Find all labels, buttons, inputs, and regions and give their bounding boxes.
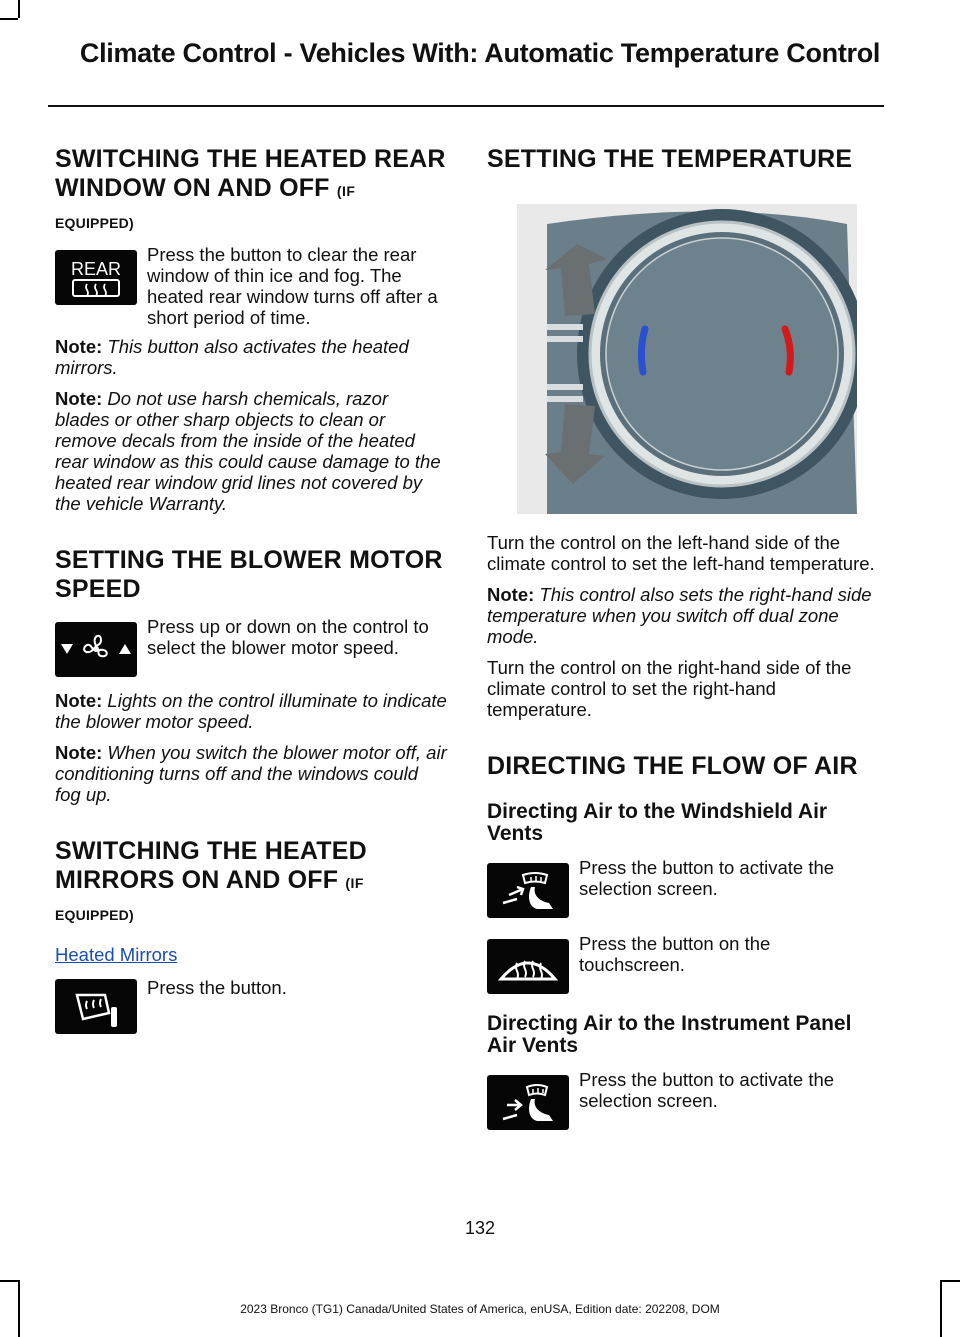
rear-defrost-icon bbox=[55, 250, 137, 305]
panel-vent-instruction bbox=[487, 1069, 879, 1135]
page-footer: 2023 Bronco (TG1) Canada/United States of America, enUSA, Edition date: 202208, DOM bbox=[240, 1302, 720, 1316]
windshield-vent-instruction bbox=[487, 857, 879, 923]
panel-vent-mode-icon bbox=[487, 1075, 569, 1130]
note-harsh-chemicals: Note: Do not use harsh chemicals, razor blades or other sharp objects to clean or remove decals from the inside of the heated rear window as this could cause damage to the heated rear window grid lines not covered by the vehicle Warranty. bbox=[55, 388, 441, 514]
heated-mirrors-link[interactable]: Heated Mirrors bbox=[55, 944, 178, 965]
rear-defrost-description: Press the button to clear the rear window of thin ice and fog. The heated rear window turns off after a short period of time. bbox=[147, 244, 438, 328]
section-title-heated-mirrors: SWITCHING THE HEATED MIRRORS ON AND OFF (IF EQUIPPED) bbox=[55, 837, 367, 923]
section-title-air-flow: DIRECTING THE FLOW OF AIR bbox=[487, 752, 858, 780]
section-title-temperature: SETTING THE TEMPERATURE bbox=[487, 145, 853, 173]
rotary-temperature-dial bbox=[517, 204, 857, 514]
heated-mirror-description: Press the button. bbox=[147, 977, 287, 998]
page-number: 132 bbox=[464, 1218, 496, 1238]
windshield-defrost-instruction bbox=[487, 933, 879, 999]
panel-vent-description: Press the button to activate the selection screen. bbox=[579, 1069, 835, 1111]
note-blower-off: Note: When you switch the blower motor off, air conditioning turns off and the windows could fog up. bbox=[55, 742, 447, 805]
subsection-windshield-vents: Directing Air to the Windshield Air Vents bbox=[487, 800, 828, 845]
windshield-defrost-icon bbox=[487, 939, 569, 994]
right-column bbox=[487, 145, 879, 1143]
blower-description: Press up or down on the control to select the blower motor speed. bbox=[147, 616, 429, 658]
page-header-title: Climate Control - Vehicles With: Automatic Temperature Control bbox=[79, 38, 881, 68]
note-heated-mirrors: Note: This button also activates the heated mirrors. bbox=[55, 336, 409, 378]
left-temperature-text: Turn the control on the left-hand side of the climate control to set the left-hand temperature. bbox=[487, 532, 875, 574]
windshield-vent-mode-icon bbox=[487, 863, 569, 918]
crop-mark bbox=[0, 18, 18, 20]
left-column bbox=[55, 145, 447, 1047]
right-temperature-text: Turn the control on the right-hand side of the climate control to set the right-hand temperature. bbox=[487, 657, 852, 720]
svg-text:REAR: REAR bbox=[70, 259, 122, 279]
windshield-defrost-description: Press the button on the touchscreen. bbox=[579, 933, 771, 975]
section-title-heated-rear-window: SWITCHING THE HEATED REAR WINDOW ON AND OFF (IF EQUIPPED) bbox=[55, 145, 446, 231]
blower-fan-icon bbox=[55, 622, 137, 677]
rear-defrost-instruction bbox=[55, 244, 447, 328]
windshield-vent-description: Press the button to activate the selection screen. bbox=[579, 857, 835, 899]
crop-mark bbox=[942, 1280, 960, 1282]
heated-mirror-instruction bbox=[55, 973, 447, 1039]
header-divider bbox=[48, 105, 884, 107]
blower-instruction bbox=[55, 616, 447, 682]
crop-mark bbox=[18, 0, 20, 18]
heated-mirror-icon bbox=[55, 979, 137, 1034]
crop-mark bbox=[0, 1280, 18, 1282]
note-dual-zone: Note: This control also sets the right-hand side temperature when you switch off dual zone mode. bbox=[487, 584, 872, 647]
section-title-blower-speed: SETTING THE BLOWER MOTOR SPEED bbox=[55, 546, 443, 603]
note-blower-lights: Note: Lights on the control illuminate to indicate the blower motor speed. bbox=[55, 690, 447, 732]
subsection-panel-vents: Directing Air to the Instrument Panel Air Vents bbox=[487, 1012, 852, 1057]
